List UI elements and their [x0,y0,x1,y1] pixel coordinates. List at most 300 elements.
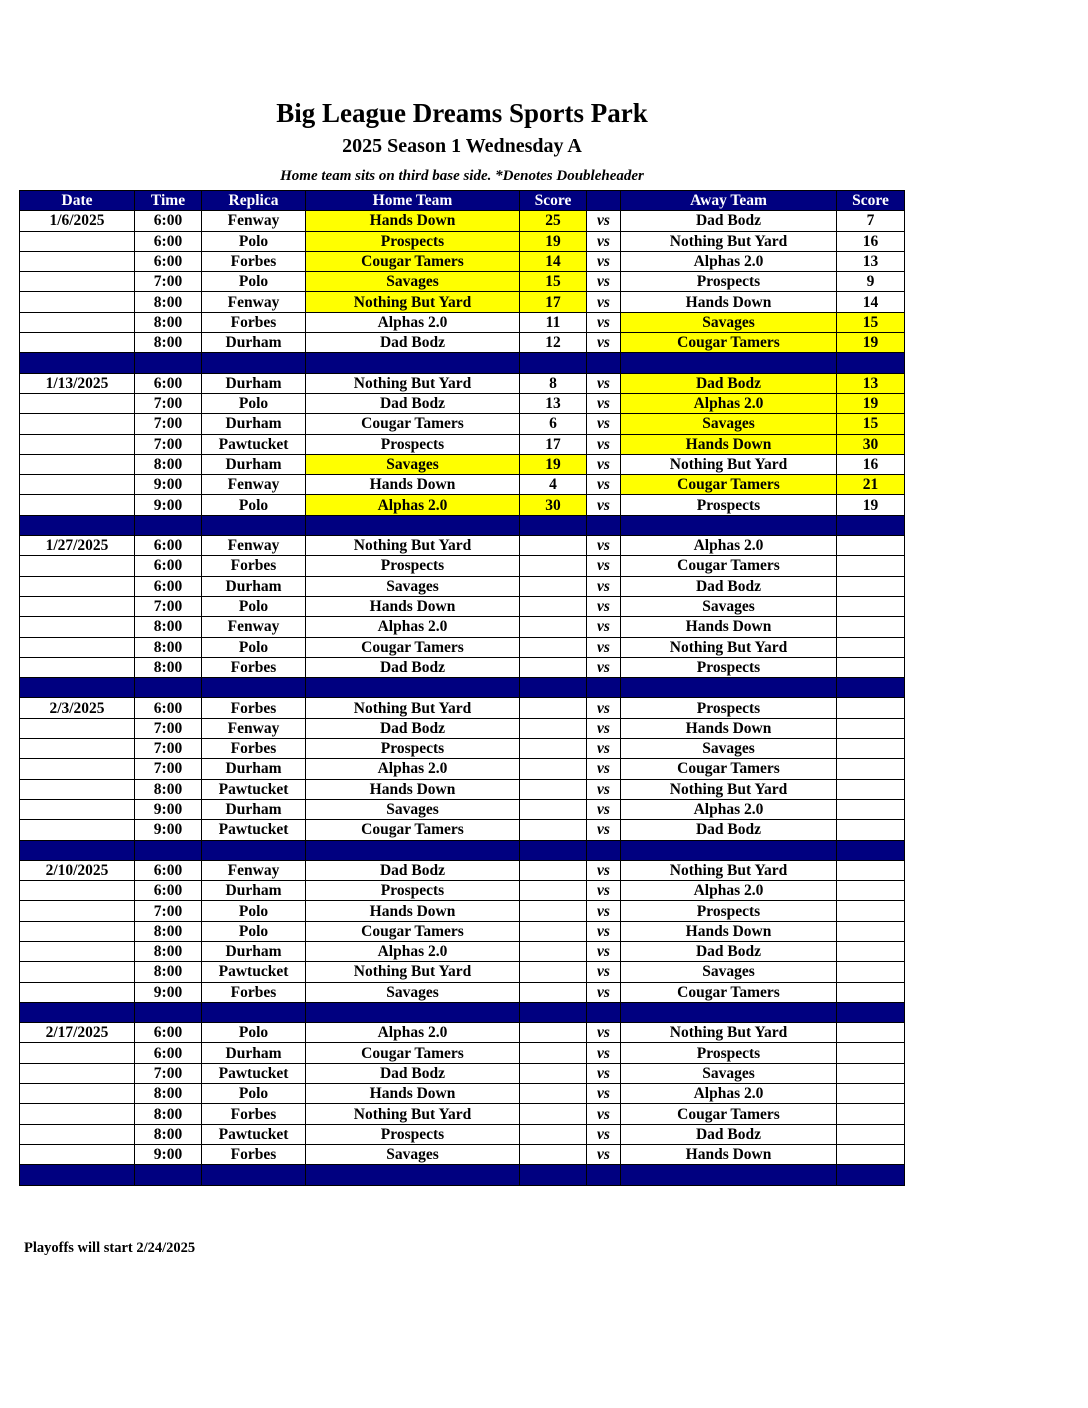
game-replica: Polo [202,901,306,921]
game-time: 8:00 [135,779,202,799]
home-team: Cougar Tamers [306,251,520,271]
game-date [20,657,135,677]
away-score: 13 [837,251,905,271]
home-team: Alphas 2.0 [306,312,520,332]
away-score: 30 [837,434,905,454]
game-replica: Pawtucket [202,962,306,982]
home-team: Alphas 2.0 [306,1023,520,1043]
game-date [20,231,135,251]
home-team: Alphas 2.0 [306,941,520,961]
separator-cell [621,353,837,373]
away-score: 21 [837,475,905,495]
vs-label: vs [587,881,621,901]
game-row [20,292,905,312]
game-replica: Fenway [202,211,306,231]
game-date [20,799,135,819]
away-team: Cougar Tamers [621,982,837,1002]
game-date [20,312,135,332]
game-row [20,211,905,231]
away-team: Hands Down [621,617,837,637]
game-replica: Durham [202,414,306,434]
away-team: Nothing But Yard [621,454,837,474]
game-time: 8:00 [135,1104,202,1124]
vs-label: vs [587,657,621,677]
away-score [837,901,905,921]
game-date [20,414,135,434]
home-team: Savages [306,799,520,819]
page-title: Big League Dreams Sports Park [276,98,648,128]
separator-cell [306,353,520,373]
home-team: Nothing But Yard [306,1104,520,1124]
away-team: Savages [621,414,837,434]
separator-cell [621,1002,837,1022]
home-score: 13 [520,393,587,413]
game-time: 6:00 [135,1043,202,1063]
game-date [20,251,135,271]
away-team: Dad Bodz [621,211,837,231]
game-time: 8:00 [135,1124,202,1144]
game-replica: Durham [202,881,306,901]
game-row [20,901,905,921]
away-team: Prospects [621,657,837,677]
separator-cell [587,678,621,698]
away-team: Hands Down [621,718,837,738]
game-row [20,617,905,637]
game-time: 6:00 [135,536,202,556]
home-score [520,637,587,657]
game-replica: Polo [202,637,306,657]
home-score: 4 [520,475,587,495]
home-team: Hands Down [306,779,520,799]
away-score [837,657,905,677]
game-date [20,1144,135,1164]
home-score [520,982,587,1002]
game-time: 6:00 [135,373,202,393]
game-time: 8:00 [135,1084,202,1104]
game-row [20,779,905,799]
separator-cell [587,1002,621,1022]
game-replica: Fenway [202,860,306,880]
game-row [20,1124,905,1144]
separator-cell [520,1002,587,1022]
away-score [837,556,905,576]
separator-cell [520,840,587,860]
home-score: 19 [520,231,587,251]
game-row [20,718,905,738]
home-score [520,556,587,576]
away-score [837,576,905,596]
game-time: 6:00 [135,231,202,251]
separator-cell [202,1002,306,1022]
game-time: 6:00 [135,860,202,880]
home-score [520,536,587,556]
home-team: Nothing But Yard [306,536,520,556]
vs-label: vs [587,454,621,474]
game-row [20,495,905,515]
game-replica: Pawtucket [202,1124,306,1144]
game-date [20,759,135,779]
vs-label: vs [587,576,621,596]
vs-label: vs [587,921,621,941]
week-separator [20,1165,905,1185]
game-time: 8:00 [135,454,202,474]
game-time: 8:00 [135,637,202,657]
game-replica: Durham [202,941,306,961]
separator-cell [135,353,202,373]
game-row [20,414,905,434]
home-score [520,718,587,738]
separator-cell [520,353,587,373]
game-time: 7:00 [135,901,202,921]
home-team: Savages [306,272,520,292]
game-time: 8:00 [135,657,202,677]
game-replica: Fenway [202,475,306,495]
game-replica: Pawtucket [202,1063,306,1083]
home-team: Dad Bodz [306,657,520,677]
home-score: 30 [520,495,587,515]
header-time: Time [135,191,202,211]
away-team: Dad Bodz [621,820,837,840]
away-score [837,698,905,718]
separator-cell [837,353,905,373]
game-date [20,576,135,596]
home-score: 14 [520,251,587,271]
game-replica: Pawtucket [202,779,306,799]
vs-label: vs [587,739,621,759]
away-team: Savages [621,962,837,982]
away-score [837,1043,905,1063]
game-row [20,799,905,819]
separator-cell [135,1165,202,1185]
away-team: Nothing But Yard [621,637,837,657]
home-score [520,962,587,982]
home-team: Savages [306,982,520,1002]
separator-cell [587,515,621,535]
game-time: 7:00 [135,1063,202,1083]
game-row [20,272,905,292]
game-date [20,962,135,982]
game-time: 7:00 [135,393,202,413]
vs-label: vs [587,495,621,515]
game-date [20,921,135,941]
separator-cell [135,840,202,860]
home-team: Nothing But Yard [306,698,520,718]
game-date [20,272,135,292]
game-date [20,881,135,901]
home-team: Savages [306,454,520,474]
game-time: 7:00 [135,596,202,616]
away-team: Nothing But Yard [621,860,837,880]
game-time: 8:00 [135,292,202,312]
game-row [20,881,905,901]
away-score [837,1104,905,1124]
away-score [837,1063,905,1083]
game-replica: Polo [202,921,306,941]
home-team: Dad Bodz [306,333,520,353]
game-row [20,921,905,941]
vs-label: vs [587,211,621,231]
away-score: 19 [837,495,905,515]
game-time: 7:00 [135,434,202,454]
away-score: 19 [837,393,905,413]
game-replica: Polo [202,231,306,251]
home-score [520,1124,587,1144]
home-team: Prospects [306,434,520,454]
game-date: 2/3/2025 [20,698,135,718]
game-date [20,333,135,353]
game-time: 8:00 [135,617,202,637]
away-team: Nothing But Yard [621,231,837,251]
home-score: 8 [520,373,587,393]
separator-cell [520,515,587,535]
home-team: Prospects [306,231,520,251]
game-replica: Forbes [202,982,306,1002]
vs-label: vs [587,251,621,271]
home-score [520,596,587,616]
separator-cell [20,840,135,860]
vs-label: vs [587,434,621,454]
away-score: 7 [837,211,905,231]
away-score [837,881,905,901]
game-time: 6:00 [135,251,202,271]
separator-cell [306,840,520,860]
separator-cell [837,1165,905,1185]
game-replica: Forbes [202,1104,306,1124]
header-row [20,191,905,211]
game-replica: Fenway [202,536,306,556]
game-date [20,718,135,738]
home-team: Prospects [306,739,520,759]
separator-cell [20,678,135,698]
game-time: 9:00 [135,820,202,840]
vs-label: vs [587,1043,621,1063]
game-replica: Polo [202,495,306,515]
game-row [20,1023,905,1043]
vs-label: vs [587,1084,621,1104]
game-date [20,941,135,961]
home-team: Hands Down [306,596,520,616]
game-row [20,312,905,332]
game-time: 9:00 [135,495,202,515]
home-score [520,1063,587,1083]
home-team: Alphas 2.0 [306,759,520,779]
separator-cell [621,1165,837,1185]
home-team: Savages [306,576,520,596]
away-score [837,1084,905,1104]
game-row [20,637,905,657]
home-score: 17 [520,434,587,454]
away-team: Prospects [621,901,837,921]
home-score [520,1104,587,1124]
game-date [20,454,135,474]
game-date [20,556,135,576]
game-date [20,637,135,657]
vs-label: vs [587,617,621,637]
game-time: 9:00 [135,799,202,819]
game-row [20,759,905,779]
game-replica: Fenway [202,617,306,637]
game-row [20,820,905,840]
game-row [20,1063,905,1083]
vs-label: vs [587,393,621,413]
home-team: Alphas 2.0 [306,495,520,515]
vs-label: vs [587,637,621,657]
game-date [20,292,135,312]
away-team: Savages [621,596,837,616]
game-row [20,941,905,961]
separator-cell [306,1165,520,1185]
vs-label: vs [587,941,621,961]
schedule-body [20,211,905,1185]
game-date: 1/6/2025 [20,211,135,231]
separator-cell [520,678,587,698]
vs-label: vs [587,1023,621,1043]
game-replica: Forbes [202,312,306,332]
home-team: Prospects [306,881,520,901]
game-replica: Durham [202,373,306,393]
away-team: Hands Down [621,292,837,312]
game-row [20,962,905,982]
game-replica: Durham [202,799,306,819]
home-score [520,820,587,840]
separator-cell [202,515,306,535]
game-replica: Forbes [202,1144,306,1164]
vs-label: vs [587,982,621,1002]
game-date: 1/27/2025 [20,536,135,556]
away-team: Hands Down [621,921,837,941]
home-team: Savages [306,1144,520,1164]
vs-label: vs [587,1063,621,1083]
game-replica: Polo [202,393,306,413]
vs-label: vs [587,962,621,982]
vs-label: vs [587,556,621,576]
game-row [20,982,905,1002]
away-score [837,779,905,799]
vs-label: vs [587,475,621,495]
game-row [20,393,905,413]
game-time: 8:00 [135,312,202,332]
game-row [20,1043,905,1063]
home-score [520,698,587,718]
away-team: Alphas 2.0 [621,1084,837,1104]
game-replica: Forbes [202,698,306,718]
vs-label: vs [587,759,621,779]
game-replica: Durham [202,454,306,474]
game-time: 6:00 [135,698,202,718]
away-team: Prospects [621,1043,837,1063]
game-row [20,576,905,596]
game-row [20,698,905,718]
game-row [20,373,905,393]
header-away-score: Score [837,191,905,211]
away-score [837,820,905,840]
separator-cell [837,840,905,860]
game-row [20,596,905,616]
home-score: 12 [520,333,587,353]
away-team: Prospects [621,272,837,292]
game-row [20,1084,905,1104]
game-time: 7:00 [135,414,202,434]
away-team: Dad Bodz [621,373,837,393]
game-replica: Durham [202,576,306,596]
game-time: 9:00 [135,1144,202,1164]
schedule-table [19,190,905,1186]
vs-label: vs [587,231,621,251]
game-time: 7:00 [135,739,202,759]
game-time: 6:00 [135,556,202,576]
separator-cell [621,515,837,535]
away-score [837,1023,905,1043]
game-replica: Polo [202,1023,306,1043]
away-team: Cougar Tamers [621,1104,837,1124]
game-time: 6:00 [135,576,202,596]
game-time: 8:00 [135,333,202,353]
game-time: 6:00 [135,881,202,901]
vs-label: vs [587,312,621,332]
away-score: 13 [837,373,905,393]
game-time: 7:00 [135,272,202,292]
vs-label: vs [587,333,621,353]
separator-cell [621,840,837,860]
game-date [20,434,135,454]
home-team: Cougar Tamers [306,921,520,941]
home-team: Cougar Tamers [306,1043,520,1063]
separator-cell [587,353,621,373]
away-score [837,799,905,819]
home-team: Cougar Tamers [306,637,520,657]
separator-cell [837,1002,905,1022]
home-score [520,1144,587,1164]
playoffs-note: Playoffs will start 2/24/2025 [24,1240,196,1256]
separator-cell [587,1165,621,1185]
game-row [20,556,905,576]
separator-cell [306,1002,520,1022]
away-score [837,1124,905,1144]
home-team: Hands Down [306,901,520,921]
away-score [837,759,905,779]
vs-label: vs [587,272,621,292]
home-score [520,1043,587,1063]
game-date: 1/13/2025 [20,373,135,393]
header-replica: Replica [202,191,306,211]
game-date [20,596,135,616]
game-row [20,454,905,474]
home-team: Hands Down [306,211,520,231]
home-score [520,921,587,941]
game-date [20,1104,135,1124]
away-score [837,739,905,759]
game-date [20,1063,135,1083]
game-date: 2/10/2025 [20,860,135,880]
game-row [20,1144,905,1164]
game-time: 7:00 [135,759,202,779]
game-replica: Durham [202,333,306,353]
vs-label: vs [587,373,621,393]
home-team: Hands Down [306,1084,520,1104]
game-replica: Durham [202,1043,306,1063]
home-team: Dad Bodz [306,1063,520,1083]
away-score: 16 [837,231,905,251]
game-row [20,251,905,271]
home-team: Hands Down [306,475,520,495]
home-score [520,799,587,819]
home-score [520,901,587,921]
week-separator [20,515,905,535]
game-date [20,495,135,515]
away-team: Cougar Tamers [621,759,837,779]
separator-cell [587,840,621,860]
away-team: Alphas 2.0 [621,536,837,556]
